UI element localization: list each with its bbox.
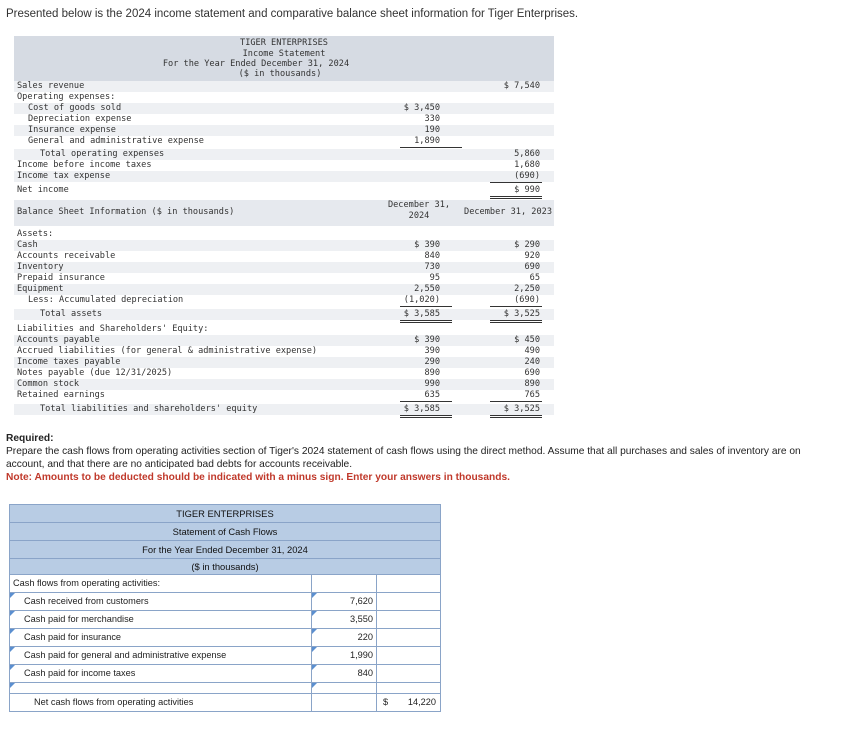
underline	[400, 306, 452, 307]
cf-amount-input[interactable]: 7,620	[311, 593, 377, 610]
intro-text: Presented below is the 2024 income statement and comparative balance sheet information for Tiger Enterprises.	[6, 8, 579, 20]
is-row: Income before income taxes 1,680	[17, 160, 540, 170]
bs-row: Retained earnings 635 765	[17, 390, 540, 400]
dropdown-marker-icon	[10, 629, 15, 634]
double-underline	[400, 320, 452, 323]
bs-row: Common stock 990 890	[14, 379, 554, 390]
dropdown-marker-icon	[10, 593, 15, 598]
cf-net-label: Net cash flows from operating activities	[34, 697, 194, 707]
is-row: General and administrative expense 1,890	[28, 136, 440, 146]
cf-net-total[interactable]	[376, 694, 440, 711]
double-underline	[490, 415, 542, 418]
cf-company: TIGER ENTERPRISES	[10, 505, 440, 523]
cf-item-label[interactable]: Cash paid for income taxes	[24, 668, 136, 678]
bs-row: Income taxes payable 290 240	[14, 357, 554, 368]
cf-item-label[interactable]: Cash paid for merchandise	[24, 614, 134, 624]
cf-period: For the Year Ended December 31, 2024	[10, 541, 440, 559]
cf-net-row	[10, 694, 440, 711]
is-row: Insurance expense 190	[14, 125, 554, 136]
cf-item-label[interactable]: Cash paid for insurance	[24, 632, 122, 642]
bs-row: Accounts receivable 840 920	[17, 251, 540, 261]
bs-row: Cash $ 390 $ 290	[14, 240, 554, 251]
bs-row: Prepaid insurance 95 65	[17, 273, 540, 283]
bs-row: Less: Accumulated depreciation (1,020) (690)	[28, 295, 540, 305]
underline	[400, 401, 452, 402]
cf-amount-input[interactable]: 3,550	[311, 611, 377, 628]
cf-net-currency: $	[383, 697, 389, 707]
dropdown-marker-icon	[10, 647, 15, 652]
is-row: Net income $ 990	[17, 185, 540, 195]
is-row: Total operating expenses 5,860	[14, 149, 554, 160]
double-underline	[490, 196, 542, 199]
underline	[490, 306, 542, 307]
cf-blank-row	[10, 683, 440, 694]
statement-title: Income Statement	[242, 49, 326, 59]
cf-item-row	[10, 593, 440, 611]
is-row: Sales revenue $ 7,540	[14, 81, 554, 92]
col-2024: December 31, 2024	[387, 200, 451, 221]
cf-units: ($ in thousands)	[10, 559, 440, 575]
bs-row: Accounts payable $ 390 $ 450	[14, 335, 554, 346]
bs-row: Notes payable (due 12/31/2025) 890 690	[17, 368, 540, 378]
required-section	[6, 432, 826, 484]
cf-amount-input[interactable]: 840	[311, 665, 377, 682]
company-name: TIGER ENTERPRISES	[240, 38, 328, 48]
cf-item-row	[10, 629, 440, 647]
is-row: Depreciation expense 330	[28, 114, 440, 124]
balance-sheet-header	[14, 200, 554, 226]
cf-section-label: Cash flows from operating activities:	[13, 578, 161, 588]
cf-item-label[interactable]: Cash received from customers	[24, 596, 149, 606]
cash-flow-statement	[9, 504, 441, 712]
income-statement-header	[14, 36, 554, 82]
dropdown-marker-icon	[10, 683, 15, 688]
underline	[490, 182, 542, 183]
is-row: Cost of goods sold $ 3,450	[14, 103, 554, 114]
cf-item-row	[10, 647, 440, 665]
cf-item-row	[10, 665, 440, 683]
double-underline	[490, 320, 542, 323]
cf-title: Statement of Cash Flows	[10, 523, 440, 541]
cf-amount-input[interactable]: 220	[311, 629, 377, 646]
cf-net-value: 14,220	[407, 697, 436, 707]
bs-row: Equipment 2,550 2,250	[14, 284, 554, 295]
cf-section-row	[10, 575, 440, 593]
bs-row: Inventory 730 690	[14, 262, 554, 273]
double-underline	[400, 415, 452, 418]
cf-amount-input[interactable]	[311, 683, 377, 693]
is-row: Operating expenses:	[17, 92, 116, 102]
underline	[400, 147, 462, 148]
dropdown-marker-icon	[10, 611, 15, 616]
is-row: Income tax expense (690)	[14, 171, 554, 182]
bs-row: Liabilities and Shareholders' Equity:	[17, 324, 209, 334]
col-2023: December 31, 2023	[464, 207, 552, 217]
underline	[490, 401, 542, 402]
bs-row: Total liabilities and shareholders' equity $ 3,585 $ 3,525	[14, 404, 554, 415]
required-text: Prepare the cash flows from operating activities section of Tiger's 2024 statement of cash flows using the direct method. Assume that all purchases and sales of inventory are on account, and that there are no anticipated bad debts for accounts receivable.	[6, 446, 801, 470]
cf-item-row	[10, 611, 440, 629]
statement-units: ($ in thousands)	[238, 69, 322, 79]
dropdown-marker-icon	[10, 665, 15, 670]
bs-row: Accrued liabilities (for general & administrative expense) 390 490	[17, 346, 540, 356]
bs-row: Assets:	[17, 229, 54, 239]
statement-period: For the Year Ended December 31, 2024	[162, 59, 350, 69]
required-heading: Required:	[6, 433, 54, 444]
bs-row: Total assets $ 3,585 $ 3,525	[14, 309, 554, 320]
balance-sheet-title: Balance Sheet Information ($ in thousands)	[17, 207, 235, 217]
required-note: Note: Amounts to be deducted should be indicated with a minus sign. Enter your answers in thousands.	[6, 472, 510, 483]
cf-amount-input[interactable]: 1,990	[311, 647, 377, 664]
cf-item-label[interactable]: Cash paid for general and administrative expense	[24, 650, 227, 660]
